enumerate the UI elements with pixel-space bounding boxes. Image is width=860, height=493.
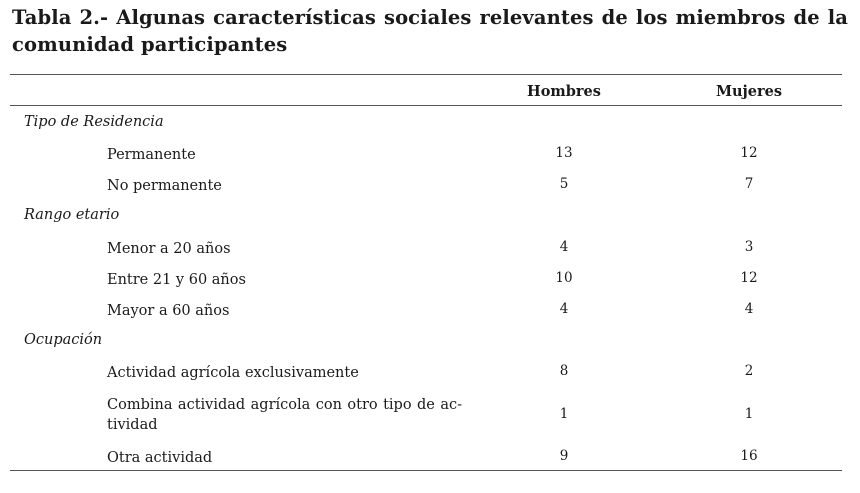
row-label: Entre 21 y 60 años xyxy=(107,272,246,288)
value-women: 3 xyxy=(744,239,754,255)
category-label: Ocupación xyxy=(24,332,103,348)
table-header-rule xyxy=(10,105,842,106)
value-men: 8 xyxy=(559,363,569,379)
value-women: 4 xyxy=(744,301,754,317)
row-label: Actividad agrícola exclusivamente xyxy=(107,365,359,381)
value-men: 5 xyxy=(559,176,569,192)
column-header-women: Mujeres xyxy=(715,83,783,100)
value-men: 1 xyxy=(559,406,569,422)
value-men: 9 xyxy=(559,448,569,464)
value-men: 13 xyxy=(555,145,573,161)
row-label: No permanente xyxy=(107,178,222,194)
row-label: Combina actividad agrícola con otro tipo de ac-tividad xyxy=(107,397,462,433)
value-women: 16 xyxy=(740,448,758,464)
value-men: 4 xyxy=(559,301,569,317)
table-top-rule xyxy=(10,74,842,75)
row-label: Mayor a 60 años xyxy=(107,303,230,319)
table-title: Tabla 2.- Algunas características sociales relevantes de los miembros de la comunidad participantes xyxy=(12,6,848,56)
row-label: Otra actividad xyxy=(107,450,213,466)
value-women: 12 xyxy=(740,145,758,161)
value-men: 4 xyxy=(559,239,569,255)
column-header-men: Hombres xyxy=(527,83,601,100)
category-label: Tipo de Residencia xyxy=(24,114,164,130)
value-men: 10 xyxy=(555,270,573,286)
table-bottom-rule xyxy=(10,470,842,471)
row-label: Menor a 20 años xyxy=(107,241,231,257)
value-women: 12 xyxy=(740,270,758,286)
value-women: 2 xyxy=(744,363,754,379)
row-label: Permanente xyxy=(107,147,196,163)
value-women: 7 xyxy=(744,176,754,192)
value-women: 1 xyxy=(744,406,754,422)
category-label: Rango etario xyxy=(24,207,120,223)
